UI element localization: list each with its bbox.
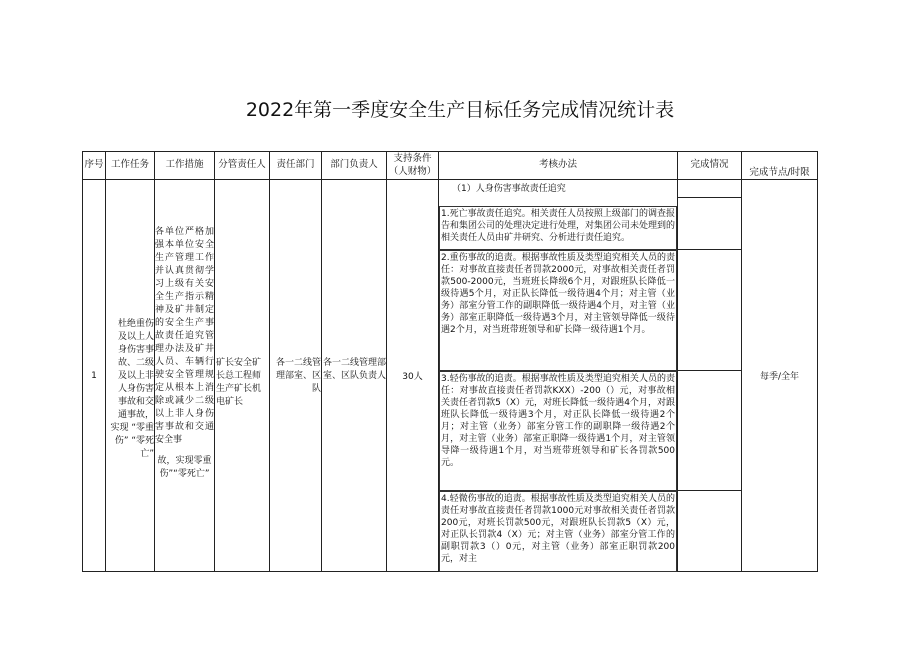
row-measure-main: 各单位严格加强本单位安全生产管理工作并认真贯彻学习上级有关安全生产指示精神及矿井制定的安全生产事故责任追究管理办法及矿井人员、车辆行驶安全管理规定从根本上消除或减少二级以上非人身伤害事故和交通安全事 [155,227,214,445]
col-border [214,151,215,572]
header-bottom-border [82,179,818,180]
row-task: 杜绝重伤及以上人身伤害事故、二级及以上非人身伤害事故和交通事故，实现 “零重伤” “零死亡” [110,319,154,459]
header-support-line2: （人财物） [388,166,437,177]
col-border [677,151,678,572]
header-task: 工作任务 [110,159,149,170]
col-border [321,151,322,572]
completion-subline [677,490,741,491]
row-seq: 1 [91,371,97,381]
row-support: 30人 [402,372,423,382]
row-resp-person: 矿长安全矿长总工程师生产矿长机电矿长 [216,358,262,407]
col-border [817,151,818,572]
col-border [82,151,83,572]
header-assessment: 考核办法 [538,159,577,170]
header-support-line1: 支持条件 [393,153,432,164]
row-measure-tail: 故，实现零重伤”“零死亡” [157,456,212,479]
completion-subline [677,249,741,250]
header-completion: 完成情况 [690,159,729,170]
header-support [387,152,438,178]
assessment-item-3-text: 3.轻伤事故的追责。根据事故性质及类型追究相关人员的责任：对事故直接责任者罚款KXX）-200（）元，对事故相关责任者罚款5（X）元，对班长降低一级待遇4个月，对跟班队长降低一级待遇3个月，对正队长降低一级待遇2个月；对主管（业务）部室分管工作的副职降一级待遇2个月，对主管（业务）部室正职降一级待遇1个月，对主管领导降一级待遇1个月，对当班带班领导和矿长各罚款500元。 [441,374,675,468]
header-dept-head: 部门负责人 [330,159,378,170]
row-resp-dept: 各一二线管理部室、区队 [275,358,321,394]
col-border [105,151,106,572]
col-border [386,151,387,572]
assessment-item-2-text: 2.重伤事故的追责。根据事故性质及类型追究相关人员的责任：对事故直接责任者罚款2000元，对事故相关责任者罚款500-2000元，当班班长降级6个月，对跟班队长降低一级待遇5个月，对正队长降低一级待遇4个月；对主管（业务）部室分管工作的副职降低一级待遇4个月，对主管（业务）部室正职降低一级待遇3个月，对主管领导降低一级待遇2个月，对当班带班领导和矿长降一级待遇1个月。 [441,253,675,335]
table-top-border [82,151,818,152]
row-measure [155,226,214,481]
header-seq: 序号 [84,159,104,170]
header-measure: 工作措施 [165,159,204,170]
col-border [741,151,742,572]
header-resp-person: 分管责任人 [218,159,266,170]
assessment-item-4-text: 4.轻微伤事故的追责。根据事故性质及类型追究相关人员的责任对事故直接责任者罚款1000元对事故相关责任者罚款200元，对班长罚款500元，对跟班队长罚款5（X）元，对正队长罚款4（X）元；对主管（业务）部室分管工作的副职罚款3（）0元，对主管（业务）部室正职罚款200元，对主 [441,494,675,564]
col-border [269,151,270,572]
completion-subline [677,197,741,198]
assessment-item-1-text: 1.死亡事故责任追究。相关责任人员按照上级部门的调查报告和集团公司的处理决定进行处理，对集团公司未处理到的相关责任人员由矿井研究、分析进行责任追究。 [441,209,676,243]
header-deadline: 完成节点/时限 [749,167,810,178]
row-deadline: 每季/全年 [759,372,800,382]
assessment-header: （1）人身伤害事故责任追究 [452,184,566,194]
page-title: 2022年第一季度安全生产目标任务完成情况统计表 [245,99,675,121]
row-dept-head: 各一二线管理部室、区队负责人 [323,358,387,381]
completion-subline [677,370,741,371]
header-resp-dept: 责任部门 [276,159,315,170]
